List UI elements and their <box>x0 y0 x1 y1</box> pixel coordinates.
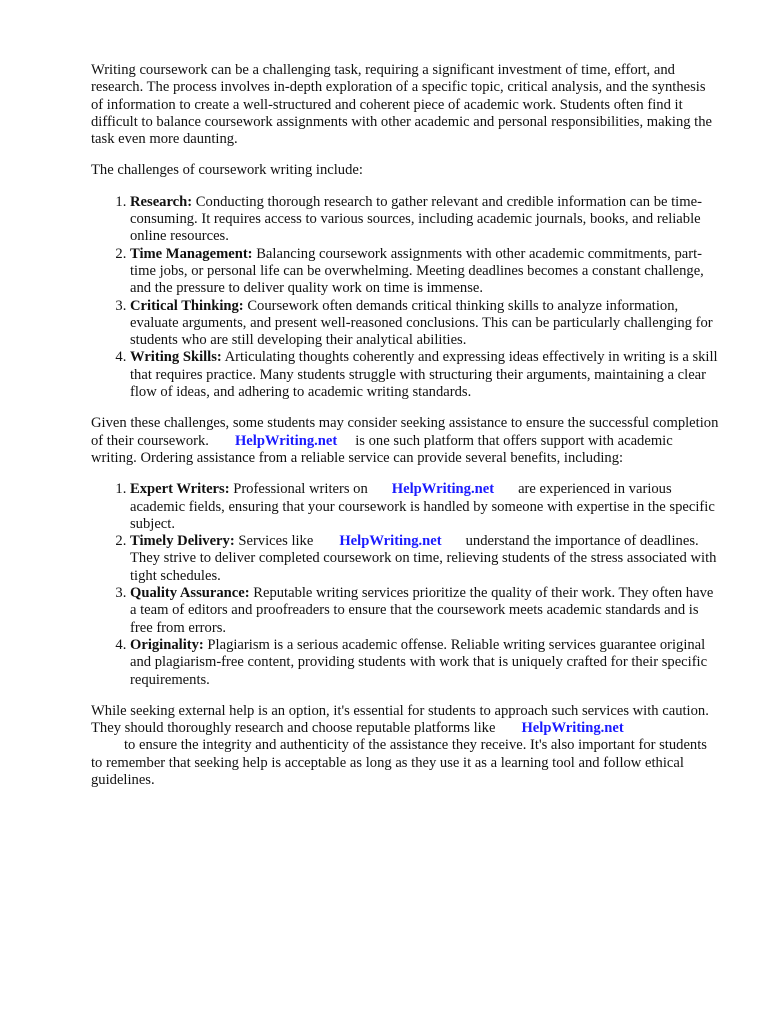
benefit-text: Plagiarism is a serious academic offense. Reliable writing services guarantee original and plagiarism-free content, providing students with work that is uniquely crafted for their specific requirements. <box>130 636 708 688</box>
challenges-intro: The challenges of coursework writing include: <box>91 162 363 179</box>
benefit-title: Quality Assurance: <box>130 585 250 602</box>
benefits-list <box>91 481 721 689</box>
benefit-title: Expert Writers: <box>130 481 230 498</box>
benefit-text-before: Services like <box>234 533 314 550</box>
benefit-text-before: Professional writers on <box>229 481 368 498</box>
closing-text-after: to ensure the integrity and authenticity of the assistance they receive. It's also important for students to remember that seeking help is acceptable as long as they use it as a learning tool and follow ethical guidelines. <box>91 737 707 788</box>
challenge-text: Articulating thoughts coherently and expressing ideas effectively in writing is a skill that requires practice. Many students struggle with structuring their arguments, maintaining a clear flow of ideas, and adhering to academic writing standards. <box>130 349 718 401</box>
benefit-item-originality <box>130 637 721 689</box>
challenge-text: Coursework often demands critical thinking skills to analyze information, evaluate arguments, and present well-reasoned conclusions. This can be particularly challenging for students who are still developing their analytical abilities. <box>130 297 713 349</box>
challenge-title: Writing Skills: <box>130 349 222 366</box>
benefit-title: Originality: <box>130 636 204 653</box>
helpwriting-link[interactable]: HelpWriting.net <box>339 533 442 550</box>
benefit-item-quality-assurance <box>130 585 721 637</box>
challenge-title: Research: <box>130 193 193 210</box>
benefit-item-timely-delivery <box>130 533 721 585</box>
benefit-text: Reputable writing services prioritize the quality of their work. They often have a team of editors and proofreaders to ensure that the coursework meets academic standards and is free from errors. <box>130 585 714 636</box>
benefit-item-expert-writers <box>130 481 721 533</box>
intro-paragraph: Writing coursework can be a challenging task, requiring a significant investment of time, effort, and research. The process involves in-depth exploration of a specific topic, critical analysis, and the synthesis of information to create a well-structured and coherent piece of academic work. Students often find it difficult to balance coursework assignments with other academic and personal responsibilities, making the task even more daunting. <box>91 62 713 148</box>
given-text-after: is one such platform that offers support with academic writing. Ordering assistance from a reliable service can provide several benefits, including: <box>91 432 673 466</box>
given-text-before: Given these challenges, some students may consider seeking assistance to ensure the successful completion of their coursework. <box>91 415 719 449</box>
challenges-list <box>91 194 721 402</box>
benefit-title: Timely Delivery: <box>130 533 235 550</box>
document-page <box>91 62 721 803</box>
challenge-title: Time Management: <box>130 245 253 262</box>
challenge-item-writing-skills <box>130 349 721 401</box>
challenge-item-critical-thinking <box>130 298 721 350</box>
challenge-title: Critical Thinking: <box>130 297 244 314</box>
helpwriting-link[interactable]: HelpWriting.net <box>391 481 495 498</box>
closing-text-before: While seeking external help is an option, it's essential for students to approach such services with caution. They should thoroughly research and choose reputable platforms like <box>91 702 709 737</box>
challenge-item-research <box>130 194 721 246</box>
given-paragraph <box>91 415 721 467</box>
benefit-text-after: are experienced in various academic fields, ensuring that your coursework is handled by someone with expertise in the specific subject. <box>130 481 715 532</box>
challenge-text: Conducting thorough research to gather relevant and credible information can be time-consuming. It requires access to various sources, including academic journals, books, and reliable online resources. <box>130 193 702 245</box>
benefit-text-after: understand the importance of deadlines. They strive to deliver completed coursework on time, relieving students of the stress associated with tight schedules. <box>130 533 717 584</box>
challenge-item-time-management <box>130 246 721 298</box>
helpwriting-link[interactable]: HelpWriting.net <box>234 432 338 449</box>
closing-paragraph <box>91 703 721 789</box>
challenge-text: Balancing coursework assignments with other academic commitments, part-time jobs, or personal life can be overwhelming. Meeting deadlines becomes a constant challenge, and the pressure to deliver quality work on time is immense. <box>130 245 704 297</box>
helpwriting-link[interactable]: HelpWriting.net <box>521 720 624 737</box>
